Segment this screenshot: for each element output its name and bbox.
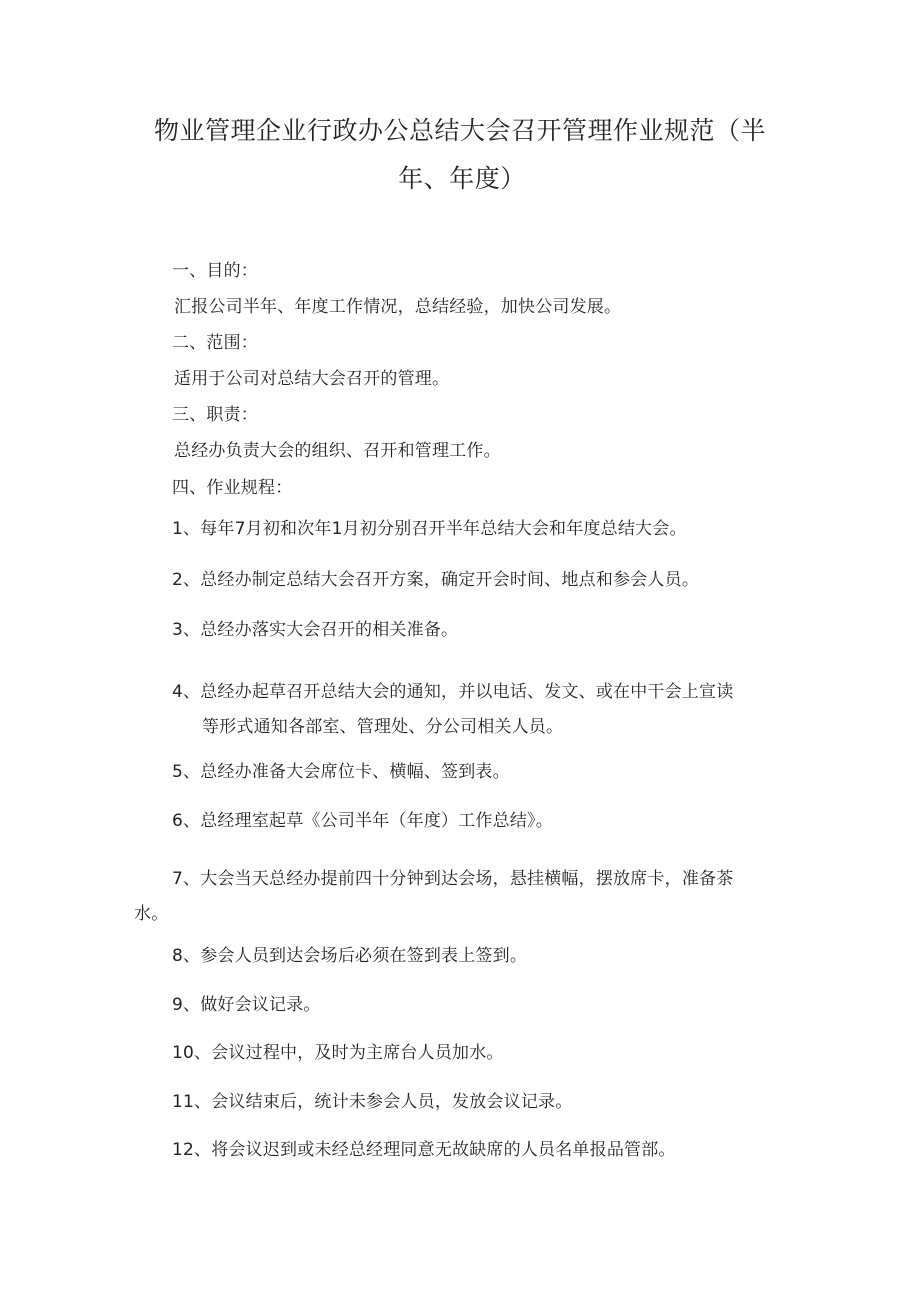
procedure-step-4-line-2: 等形式通知各部室、管理处、分公司相关人员。 [202, 717, 564, 737]
procedure-step-11: 11、会议结束后，统计未参会人员，发放会议记录。 [172, 1092, 573, 1112]
procedure-step-7-line-1: 7、大会当天总经办提前四十分钟到达会场，悬挂横幅，摆放席卡，准备茶 [172, 869, 734, 889]
section-heading-scope: 二、范围： [172, 333, 258, 353]
procedure-step-12: 12、将会议迟到或未经总经理同意无故缺席的人员名单报品管部。 [172, 1140, 676, 1160]
section-text-purpose: 汇报公司半年、年度工作情况，总结经验，加快公司发展。 [174, 297, 622, 317]
procedure-step-5: 5、总经办准备大会席位卡、横幅、签到表。 [172, 762, 510, 782]
procedure-step-6: 6、总经理室起草《公司半年（年度）工作总结》。 [172, 811, 553, 831]
procedure-step-2: 2、总经办制定总结大会召开方案，确定开会时间、地点和参会人员。 [172, 570, 700, 590]
procedure-step-9: 9、做好会议记录。 [172, 995, 321, 1015]
document-title-line-2: 年、年度） [398, 164, 526, 193]
section-heading-purpose: 一、目的： [172, 261, 258, 281]
procedure-step-10: 10、会议过程中，及时为主席台人员加水。 [172, 1043, 504, 1063]
section-text-responsibility: 总经办负责大会的组织、召开和管理工作。 [174, 441, 501, 461]
document-title-line-1: 物业管理企业行政办公总结大会召开管理作业规范（半 [153, 116, 766, 145]
section-heading-procedure: 四、作业规程： [172, 478, 293, 498]
procedure-step-4-line-1: 4、总经办起草召开总结大会的通知，并以电话、发文、或在中干会上宣读 [172, 682, 734, 702]
procedure-step-7-line-2: 水。 [134, 904, 169, 924]
section-text-scope: 适用于公司对总结大会召开的管理。 [174, 369, 450, 389]
procedure-step-8: 8、参会人员到达会场后必须在签到表上签到。 [172, 946, 528, 966]
procedure-step-3: 3、总经办落实大会召开的相关准备。 [172, 620, 459, 640]
procedure-step-1: 1、每年7月初和次年1月初分别召开半年总结大会和年度总结大会。 [172, 519, 687, 539]
section-heading-responsibility: 三、职责： [172, 405, 258, 425]
